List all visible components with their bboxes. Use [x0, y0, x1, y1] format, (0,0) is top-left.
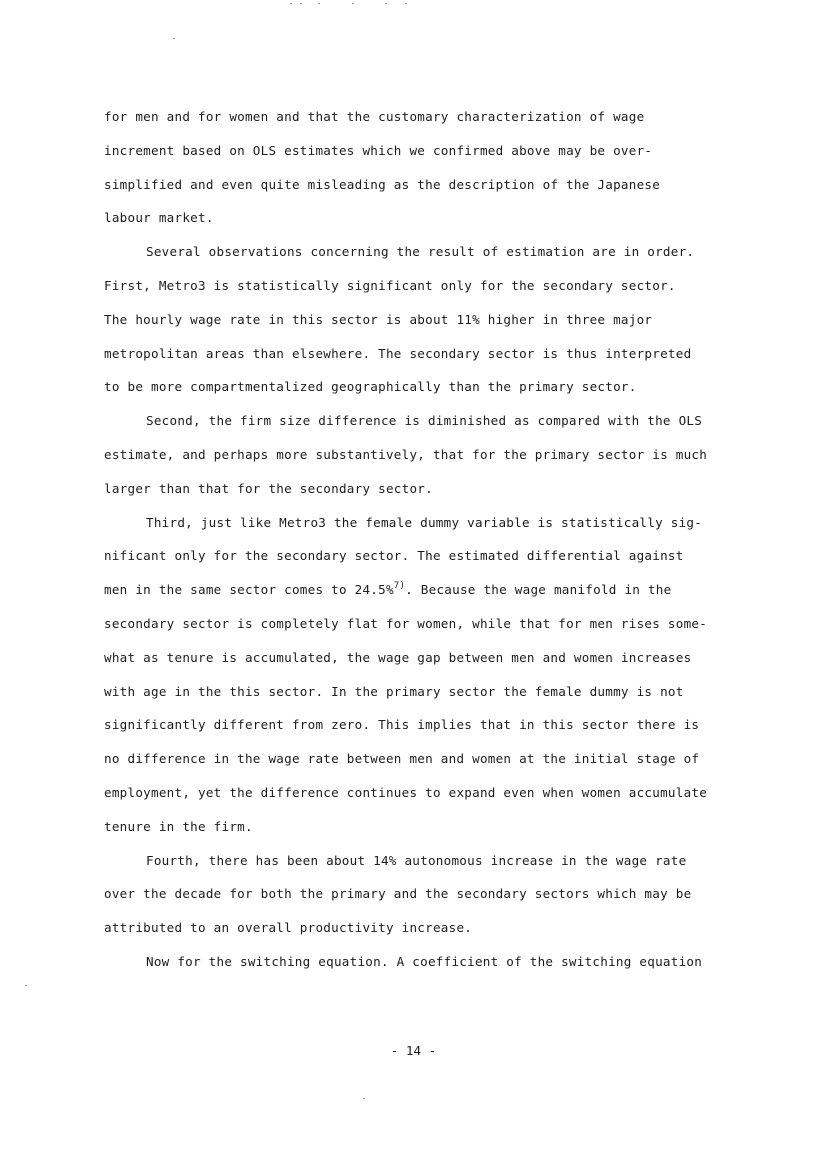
- line-text: labour market.: [104, 210, 214, 226]
- line-text: tenure in the firm.: [104, 818, 253, 834]
- scan-speck: [363, 1098, 365, 1099]
- text-line: [104, 643, 764, 677]
- text-line: [104, 541, 764, 575]
- text-line: [104, 136, 764, 170]
- line-text: what as tenure is accumulated, the wage gap between men and women increases: [104, 649, 692, 665]
- line-text: Second, the firm size difference is diminished as compared with the OLS: [146, 413, 703, 429]
- footnote-marker: 7): [393, 581, 406, 592]
- line-text: men in the same sector comes to 24.5%: [104, 582, 394, 598]
- line-text: increment based on OLS estimates which we confirmed above may be over-: [104, 142, 653, 158]
- text-line: [104, 203, 764, 237]
- line-text: The hourly wage rate in this sector is about 11% higher in three major: [104, 311, 653, 327]
- scan-speck: [405, 3, 407, 4]
- line-text: to be more compartmentalized geographically than the primary sector.: [104, 379, 637, 395]
- text-line: [104, 947, 764, 981]
- line-text: Third, just like Metro3 the female dummy variable is statistically sig-: [146, 514, 703, 530]
- text-line: [104, 575, 764, 609]
- text-line: [104, 913, 764, 947]
- page-number: - 14 -: [390, 1043, 437, 1058]
- text-line: [104, 440, 764, 474]
- scan-speck: [352, 3, 354, 4]
- line-text: for men and for women and that the customary characterization of wage: [104, 109, 645, 124]
- scan-speck: [25, 985, 27, 986]
- scan-speck: [318, 3, 320, 4]
- line-text: estimate, and perhaps more substantively, that for the primary sector is much: [104, 446, 708, 462]
- body-text: [104, 102, 764, 981]
- text-line: [104, 102, 764, 136]
- text-line: [104, 609, 764, 643]
- scan-speck: [300, 3, 302, 4]
- line-text: First, Metro3 is statistically significant only for the secondary sector.: [104, 277, 676, 293]
- text-line: [104, 305, 764, 339]
- line-text: Now for the switching equation. A coefficient of the switching equation: [146, 953, 703, 969]
- line-text: simplified and even quite misleading as the description of the Japanese: [104, 176, 661, 192]
- text-line: [104, 271, 764, 305]
- text-line: [104, 508, 764, 542]
- text-line: [104, 812, 764, 846]
- line-text: employment, yet the difference continues to expand even when women accumulate: [104, 784, 708, 800]
- text-line: [104, 237, 764, 271]
- text-line: [104, 778, 764, 812]
- line-text: no difference in the wage rate between men and women at the initial stage of: [104, 751, 700, 767]
- text-line: [104, 846, 764, 880]
- text-line: [104, 710, 764, 744]
- scan-speck: [173, 38, 175, 39]
- line-text: over the decade for both the primary and the secondary sectors which may be: [104, 886, 692, 902]
- line-text: secondary sector is completely flat for women, while that for men rises some-: [104, 615, 708, 631]
- text-line: [104, 474, 764, 508]
- line-text: Several observations concerning the result of estimation are in order.: [146, 244, 695, 260]
- line-text: significantly different from zero. This implies that in this sector there is: [104, 717, 700, 733]
- text-line: [104, 372, 764, 406]
- line-text: nificant only for the secondary sector. The estimated differential against: [104, 548, 684, 564]
- text-line: [104, 744, 764, 778]
- scan-speck: [385, 3, 387, 4]
- line-text: attributed to an overall productivity increase.: [104, 920, 473, 936]
- text-line: [104, 406, 764, 440]
- text-line: [104, 170, 764, 204]
- text-line: [104, 339, 764, 373]
- line-text: larger than that for the secondary sector.: [104, 480, 433, 496]
- line-text: with age in the this sector. In the primary sector the female dummy is not: [104, 683, 684, 699]
- line-text-continued: . Because the wage manifold in the: [405, 582, 672, 598]
- line-text: Fourth, there has been about 14% autonomous increase in the wage rate: [146, 852, 687, 868]
- text-line: [104, 677, 764, 711]
- text-line: [104, 879, 764, 913]
- line-text: metropolitan areas than elsewhere. The secondary sector is thus interpreted: [104, 345, 692, 361]
- scan-speck: [290, 3, 292, 4]
